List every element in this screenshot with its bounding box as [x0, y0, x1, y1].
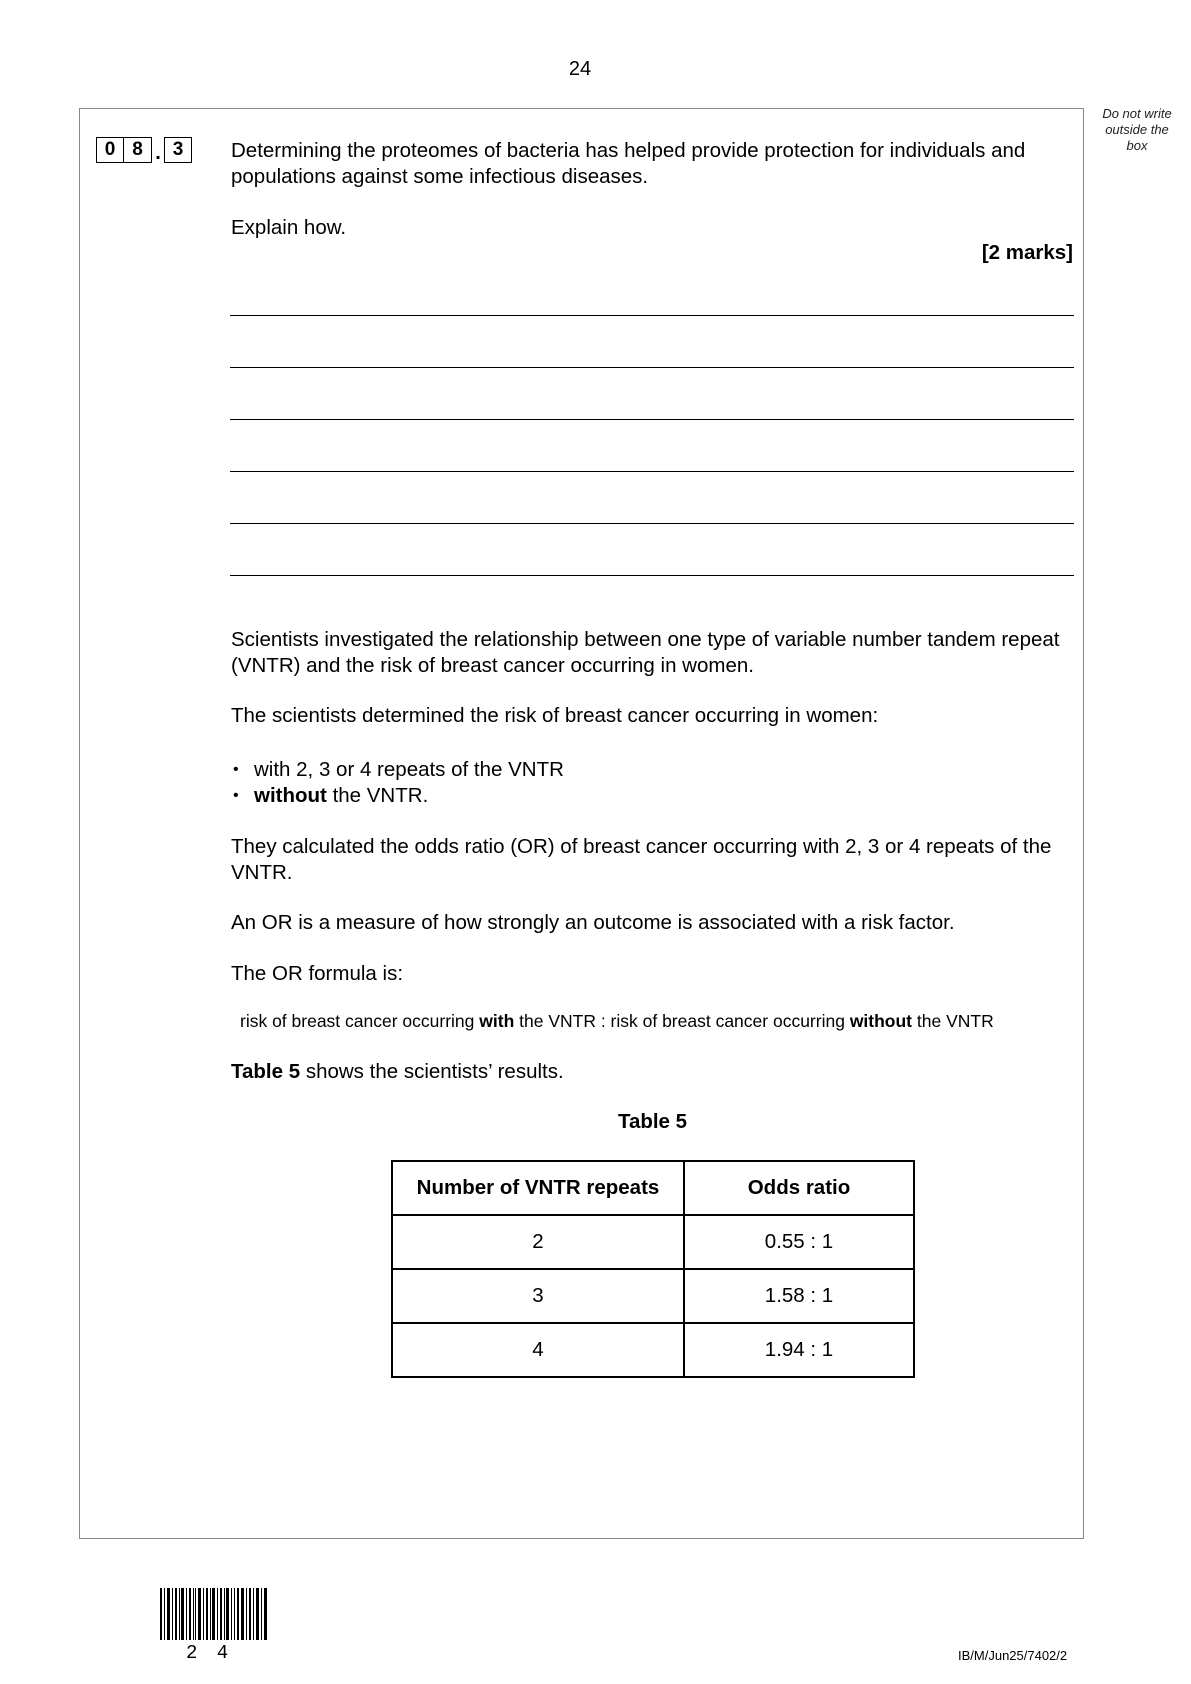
- context-intro: Scientists investigated the relationship between one type of variable number tandem repeat (VNTR) and the risk of breast cancer occurring in women.: [231, 628, 1060, 677]
- table-reference: [231, 1059, 1081, 1085]
- bullet-text: the VNTR.: [326, 784, 429, 807]
- table-caption: Table 5: [617, 1110, 688, 1133]
- marks-label: [2 marks]: [981, 241, 1073, 264]
- bullet-bold: without: [254, 784, 327, 807]
- table-header-row: [392, 1161, 914, 1215]
- cell-repeats: 4: [392, 1323, 684, 1377]
- header-vntr-repeats: Number of VNTR repeats: [392, 1161, 684, 1215]
- formula-text: risk of breast cancer occurring: [240, 1011, 480, 1031]
- page-number: 24: [568, 58, 592, 80]
- table-ref-text: shows the scientists’ results.: [300, 1060, 564, 1083]
- formula-bold: without: [849, 1011, 913, 1031]
- table-row: [392, 1215, 914, 1269]
- cell-odds-ratio: 1.58 : 1: [684, 1269, 914, 1323]
- answer-line[interactable]: [230, 575, 1074, 576]
- or-definition: An OR is a measure of how strongly an outcome is associated with a risk factor.: [231, 911, 955, 934]
- context-determined: The scientists determined the risk of breast cancer occurring in women:: [231, 704, 879, 727]
- cell-odds-ratio: 0.55 : 1: [684, 1215, 914, 1269]
- barcode-digits: 2 4: [186, 1642, 233, 1664]
- cell-odds-ratio: 1.94 : 1: [684, 1323, 914, 1377]
- bullet-list: [231, 757, 564, 809]
- odds-calc-text: They calculated the odds ratio (OR) of breast cancer occurring with 2, 3 or 4 repeats of the VNTR.: [231, 835, 1052, 884]
- header-odds-ratio: Odds ratio: [684, 1161, 914, 1215]
- cell-repeats: 2: [392, 1215, 684, 1269]
- barcode-image: [160, 1588, 267, 1640]
- footer-paper-code: IB/M/Jun25/7402/2: [958, 1648, 1068, 1663]
- answer-line[interactable]: [230, 419, 1074, 420]
- question-part-box: 3: [164, 137, 192, 163]
- table-row: [392, 1269, 914, 1323]
- formula-intro: The OR formula is:: [231, 962, 404, 985]
- formula-bold: with: [479, 1011, 515, 1031]
- margin-note: Do not write outside the box: [1102, 106, 1172, 153]
- table-row: [392, 1323, 914, 1377]
- question-command: Explain how.: [231, 216, 347, 239]
- answer-line[interactable]: [230, 367, 1074, 368]
- cell-repeats: 3: [392, 1269, 684, 1323]
- question-number: [96, 137, 192, 163]
- formula-text: the VNTR: [912, 1011, 994, 1031]
- answer-line[interactable]: [230, 471, 1074, 472]
- results-table: [391, 1160, 915, 1378]
- bullet-item: [231, 757, 564, 783]
- bullet-item: [231, 783, 564, 809]
- formula-text: the VNTR : risk of breast cancer occurring: [514, 1011, 850, 1031]
- question-number-box: 0: [96, 137, 124, 163]
- question-stem: Determining the proteomes of bacteria has helped provide protection for individuals and populations against some infectious diseases.: [231, 139, 1026, 188]
- answer-line[interactable]: [230, 523, 1074, 524]
- question-number-box: 8: [124, 137, 152, 163]
- table-ref-bold: Table 5: [231, 1060, 301, 1083]
- or-formula: [240, 1011, 994, 1032]
- question-number-separator: .: [155, 142, 161, 164]
- answer-line[interactable]: [230, 315, 1074, 316]
- bullet-text: with 2, 3 or 4 repeats of the VNTR: [254, 758, 564, 781]
